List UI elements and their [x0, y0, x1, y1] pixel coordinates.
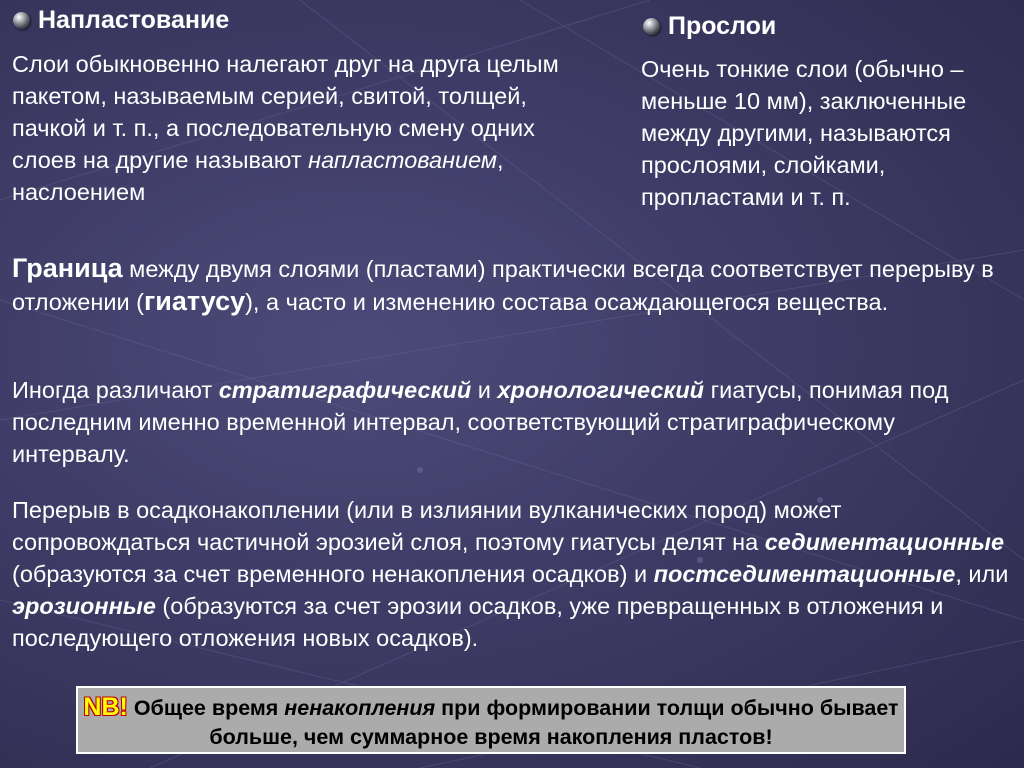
nb-text-2: при формировании толщи обычно бывает больше, чем суммарное время накопления пластов!	[209, 696, 899, 749]
left-heading-text: Напластование	[38, 6, 230, 34]
break-text-4: (образуются за счет эрозии осадков, уже превращенных в отложения и последующего отложения новых осадков).	[12, 593, 944, 651]
boundary-text-1: между двумя слоями (пластами) практически всегда соответствует перерыву в отложении (	[12, 256, 994, 315]
hiatus-types-text-2: и	[471, 377, 498, 403]
break-text-2: (образуются за счет временного ненакопления осадков) и	[12, 561, 654, 587]
hiatus-term: гиатусу	[143, 286, 246, 316]
stratigraphic-term: стратиграфический	[218, 377, 472, 403]
break-paragraph	[12, 494, 1014, 654]
boundary-paragraph	[12, 252, 1014, 318]
right-heading-text: Прослои	[668, 12, 777, 40]
boundary-term: Граница	[12, 253, 123, 283]
break-text-3: , или	[955, 561, 1009, 587]
hiatus-types-paragraph	[12, 374, 1014, 470]
left-paragraph-end: , наслоением	[12, 147, 504, 205]
hiatus-types-text-1: Иногда различают	[12, 377, 219, 403]
left-paragraph	[12, 48, 572, 208]
right-heading	[643, 12, 776, 41]
hiatus-types-text-3: гиатусы, понимая под последним именно временной интервал, соответствующий стратиграфическому интервалу.	[12, 377, 949, 467]
nb-tag: NB!	[83, 693, 128, 721]
nb-text-1: Общее время	[127, 696, 285, 720]
nb-term: ненакопления	[284, 696, 436, 720]
break-text-1: Перерыв в осадконакоплении (или в излиянии вулканических пород) может сопровождаться частичной эрозией слоя, поэтому гиатусы делят на	[12, 497, 842, 555]
left-heading	[13, 6, 229, 35]
right-paragraph-text: Очень тонкие слои (обычно – меньше 10 мм), заключенные между другими, называются прослоями, слойками, пропластами и т. п.	[641, 56, 967, 210]
right-paragraph	[641, 53, 1011, 213]
boundary-text-2: ), а часто и изменению состава осаждающегося вещества.	[245, 289, 889, 315]
nb-note-box	[76, 686, 906, 754]
bullet-ball-icon	[643, 18, 660, 35]
left-paragraph-term: напластованием	[308, 147, 498, 173]
left-paragraph-start: Слои обыкновенно налегают друг на друга целым пакетом, называемым серией, свитой, толщей, пачкой и т. п., а последовательную смену одних слоев на другие называют	[12, 51, 559, 173]
chronological-term: хронологический	[497, 377, 705, 403]
erosion-term: эрозионные	[12, 593, 156, 619]
sedimentation-term: седиментационные	[764, 529, 1005, 555]
bullet-ball-icon	[13, 12, 30, 29]
postsedimentation-term: постседиментационные	[653, 561, 956, 587]
